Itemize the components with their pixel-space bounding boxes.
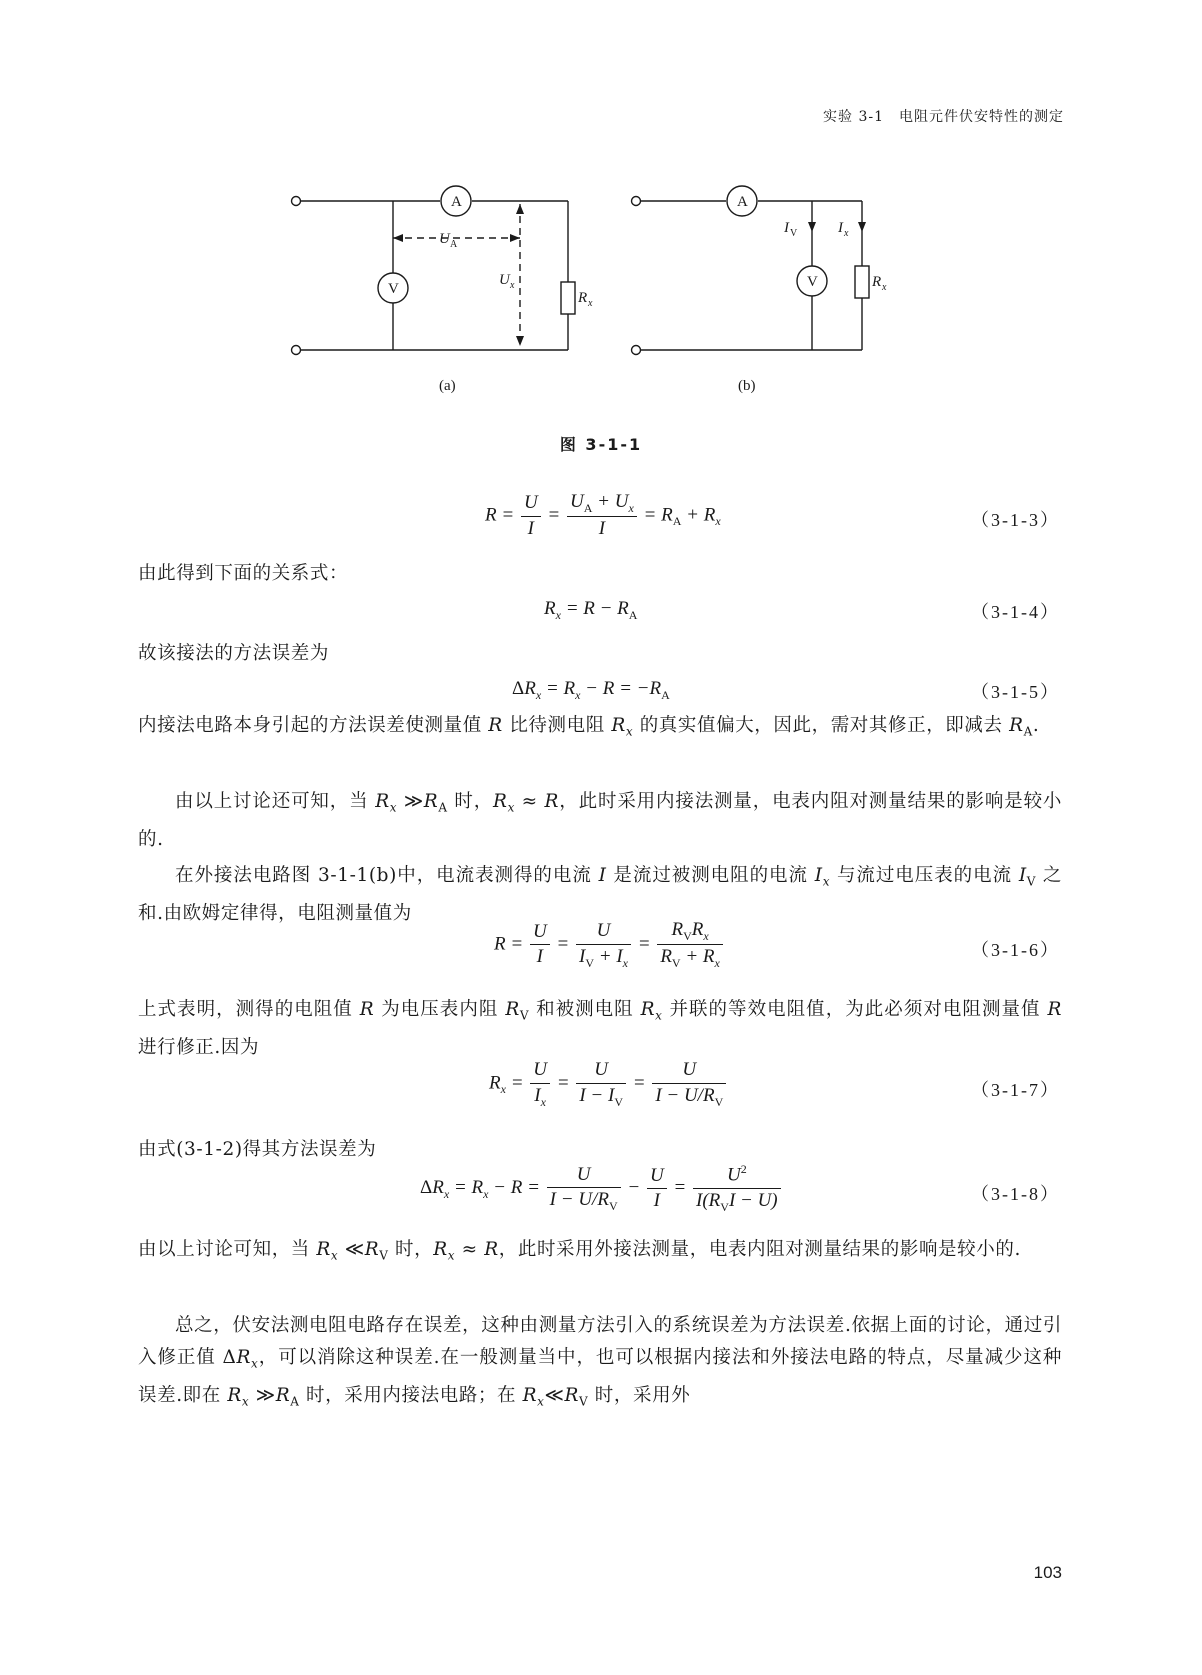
label-rx-b: R: [872, 274, 882, 290]
equation-number: （3-1-5）: [971, 682, 1060, 702]
paragraph-parallel: 上式表明，测得的电阻值 R 为电压表内阻 $R_V$ 和被测电阻 $R_x$ 并联的等效电阻值，为此必须对电阻测量值 R 进行修正.因为: [138, 999, 1063, 1058]
paragraph: 故该接法的方法误差为: [138, 643, 330, 664]
label-ua-sub: A: [450, 239, 458, 250]
paragraph-correction: 内接法电路本身引起的方法误差使测量值 R 比待测电阻 $R_x$ 的真实值偏大，因此，需对其修正，即减去 $R_A$.: [138, 715, 1040, 739]
paragraph-internal-conclusion: 由以上讨论还可知，当 $R_x$ $≫R_A$ 时，$R_x \approx R$，此时采用内接法测量，电表内阻对测量结果的影响是较小的.: [138, 791, 1063, 850]
label-rx-a: R: [578, 290, 588, 306]
equation-3-1-4: $R_x = R - R_A$ （3-1-4）: [544, 598, 1060, 622]
subfigure-a-label: (a): [439, 378, 456, 394]
running-header: 实验 3-1 电阻元件伏安特性的测定: [823, 109, 1064, 125]
label-rx-b-sub: x: [882, 282, 887, 293]
label-iv-sub: V: [790, 228, 798, 239]
label-iv: I: [784, 220, 789, 236]
label-ix: I: [838, 220, 843, 236]
equation-3-1-6: R = $\frac{U}{I}$ = $\frac{U}{I_V + I_x}$ = $\frac{R_VR_x}{R_V + R_x}$ （3-1-6）: [494, 919, 1060, 971]
equation-number: （3-1-4）: [971, 602, 1060, 622]
voltmeter-label-b: V: [807, 274, 818, 290]
subfigure-b-label: (b): [738, 378, 756, 394]
ammeter-label-a: A: [451, 194, 462, 210]
paragraph: 由式(3-1-2)得其方法误差为: [138, 1139, 377, 1160]
equation-3-1-3: R = $\frac{U}{I}$ = $\frac{U_A + U_x}{I}$ = $R_A + R_x$ （3-1-3）: [0, 490, 1202, 550]
page-number: 103: [1033, 1563, 1062, 1582]
equation-number: （3-1-8）: [971, 1184, 1060, 1204]
equation-number: （3-1-7）: [971, 1080, 1060, 1100]
voltmeter-label-a: V: [388, 281, 399, 297]
equation-number: （3-1-6）: [971, 940, 1060, 960]
figure-caption: 图 3-1-1: [559, 435, 643, 454]
label-ua: U: [439, 231, 450, 247]
label-ux: U: [499, 272, 510, 288]
equation-3-1-8: $\Delta R_x = R_x - R$ = $\frac{U}{I - U/R_V}$ − $\frac{U}{I}$ = $\frac{U^2}{I(R_VI - U)}$ （3-1-8）: [420, 1162, 1060, 1214]
equation-3-1-7: $R_x$ = $\frac{U}{I_x}$ = $\frac{U}{I - I_V}$ = $\frac{U}{I - U/R_V}$ （3-1-7）: [489, 1059, 1060, 1109]
label-ux-sub: x: [510, 280, 515, 291]
paragraph: 由此得到下面的关系式：: [138, 563, 349, 584]
label-rx-a-sub: x: [588, 298, 593, 309]
label-ix-sub: x: [844, 228, 849, 239]
paragraph-summary: 总之，伏安法测电阻电路存在误差，这种由测量方法引入的系统误差为方法误差.依据上面的讨论，通过引入修正值 $\Delta R_x$，可以消除这种误差.在一般测量当中，也可以根据内接法和外接法电路的特点，尽量减少这种误差.即在 $R_x$ $≫R_A$ 时，采用内接法电路；在 $R_x≪R_V$ 时，采用外: [138, 1315, 1062, 1409]
paragraph-external-circuit: 在外接法电路图 3-1-1(b)中，电流表测得的电流 I 是流过被测电阻的电流 $I_x$ 与流过电压表的电流 $I_V$ 之和.由欧姆定律得，电阻测量值为: [138, 865, 1063, 924]
paragraph-external-conclusion: 由以上讨论可知，当 $R_x$ $≪R_V$ 时，$R_x \approx R$，此时采用外接法测量，电表内阻对测量结果的影响是较小的.: [138, 1239, 1021, 1263]
ammeter-label-b: A: [737, 194, 748, 210]
circuit-figure: [0, 180, 1202, 420]
equation-3-1-5: $\Delta R_x = R_x - R = -R_A$ （3-1-5）: [512, 678, 1060, 702]
equation-number: （3-1-3）: [971, 510, 1060, 530]
